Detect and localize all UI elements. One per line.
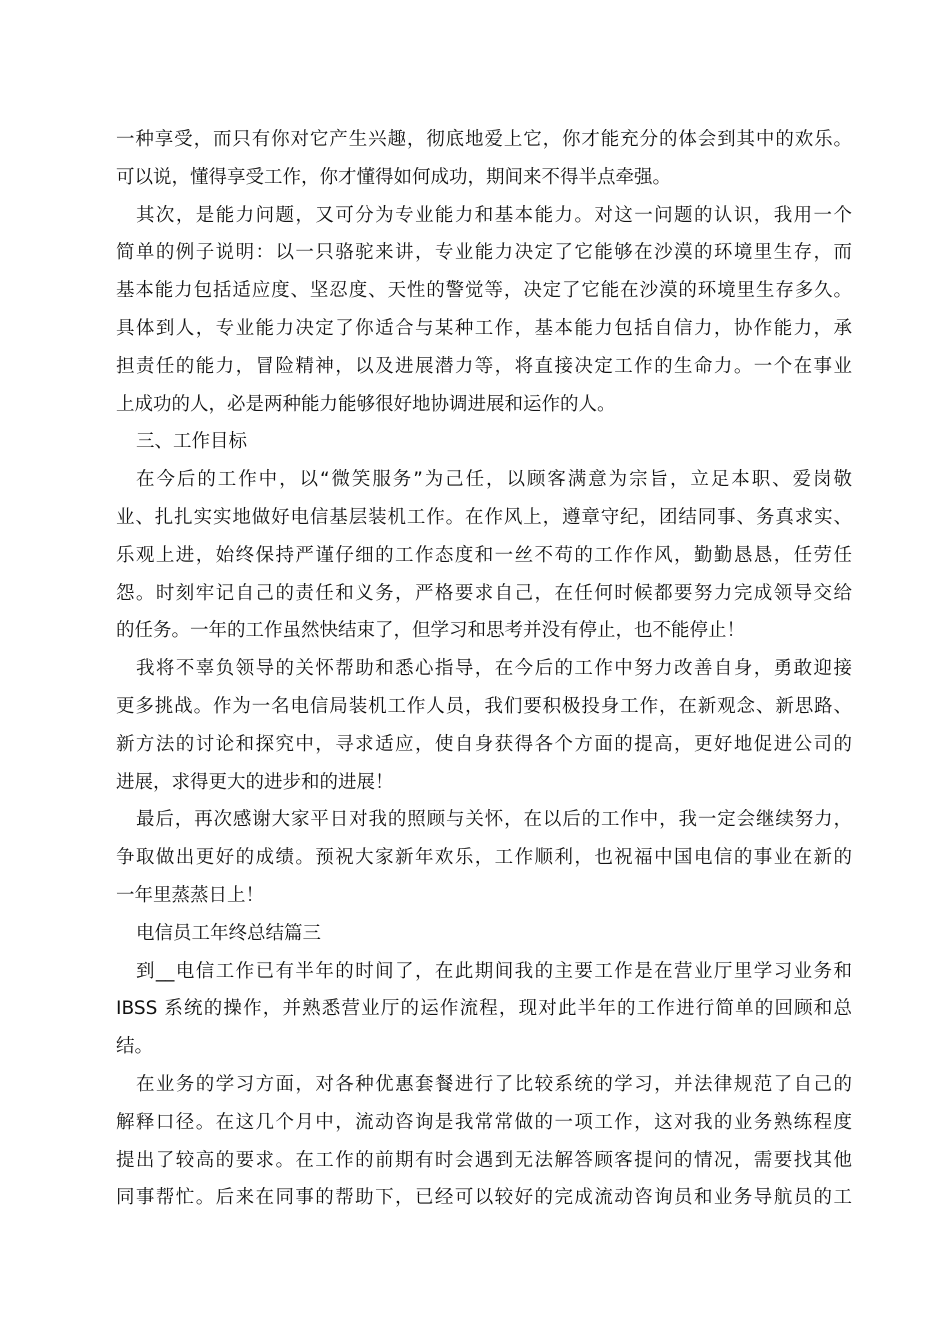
text-line: 上成功的人，必是两种能力能够很好地协调进展和运作的人。 <box>116 393 616 415</box>
text-line: 解释口径。在这几个月中，流动咨询是我常常做的一项工作，这对我的业务熟练程度 <box>116 1111 852 1133</box>
text-line: 三、工作目标 <box>136 431 248 453</box>
text-line: 基本能力包括适应度、坚忍度、天性的警觉等，决定了它能在沙漠的环境里生存多久。 <box>116 280 852 302</box>
text-line: 争取做出更好的成绩。预祝大家新年欢乐，工作顺利，也祝福中国电信的事业在新的 <box>116 847 852 869</box>
text-line: 结。 <box>116 1036 154 1058</box>
text-line: 电信员工年终总结篇三 <box>136 922 322 944</box>
document-body <box>116 121 852 1217</box>
text-line: 具体到人，专业能力决定了你适合与某种工作，基本能力包括自信力，协作能力，承 <box>116 317 852 339</box>
text-line: 的任务。一年的工作虽然快结束了，但学习和思考并没有停止，也不能停止！ <box>116 620 746 642</box>
text-line: 一年里蒸蒸日上！ <box>116 884 265 906</box>
text-line: 担责任的能力，冒险精神，以及进展潜力等，将直接决定工作的生命力。一个在事业 <box>116 355 852 377</box>
text-line: 其次，是能力问题，又可分为专业能力和基本能力。对这一问题的认识，我用一个 <box>136 204 852 226</box>
text-line: 同事帮忙。后来在同事的帮助下，已经可以较好的完成流动咨询员和业务导航员的工 <box>116 1187 852 1209</box>
text-line: 提出了较高的要求。在工作的前期有时会遇到无法解答顾客提问的情况，需要找其他 <box>116 1149 852 1171</box>
text-line: 最后，再次感谢大家平日对我的照顾与关怀，在以后的工作中，我一定会继续努力， <box>136 809 852 831</box>
text-line: 可以说，懂得享受工作，你才懂得如何成功，期间来不得半点牵强。 <box>116 166 672 188</box>
text-line: 新方法的讨论和探究中，寻求适应，使自身获得各个方面的提高，更好地促进公司的 <box>116 733 852 755</box>
text-line: 更多挑战。作为一名电信局装机工作人员，我们要积极投身工作，在新观念、新思路、 <box>116 695 852 717</box>
text-line: 在业务的学习方面，对各种优惠套餐进行了比较系统的学习，并法律规范了自己的 <box>136 1073 852 1095</box>
text-line: 在今后的工作中，以“微笑服务”为己任，以顾客满意为宗旨，立足本职、爱岗敬 <box>136 469 852 491</box>
text-line: 怨。时刻牢记自己的责任和义务，严格要求自己，在任何时候都要努力完成领导交给 <box>116 582 852 604</box>
text-line: 简单的例子说明：以一只骆驼来讲，专业能力决定了它能够在沙漠的环境里生存，而 <box>116 242 852 264</box>
text-line: 业、扎扎实实地做好电信基层装机工作。在作风上，遵章守纪，团结同事、务真求实、 <box>116 506 852 528</box>
text-line: 到__电信工作已有半年的时间了，在此期间我的主要工作是在营业厅里学习业务和 <box>136 960 852 982</box>
text-line: IBSS 系统的操作，并熟悉营业厅的运作流程，现对此半年的工作进行简单的回顾和总 <box>116 998 852 1020</box>
text-line: 进展，求得更大的进步和的进展！ <box>116 771 394 793</box>
text-line: 乐观上进，始终保持严谨仔细的工作态度和一丝不苟的工作作风，勤勤恳恳，任劳任 <box>116 544 852 566</box>
text-line: 我将不辜负领导的关怀帮助和悉心指导，在今后的工作中努力改善自身，勇敢迎接 <box>136 658 852 680</box>
text-line: 一种享受，而只有你对它产生兴趣，彻底地爱上它，你才能充分的体会到其中的欢乐。 <box>116 129 852 150</box>
